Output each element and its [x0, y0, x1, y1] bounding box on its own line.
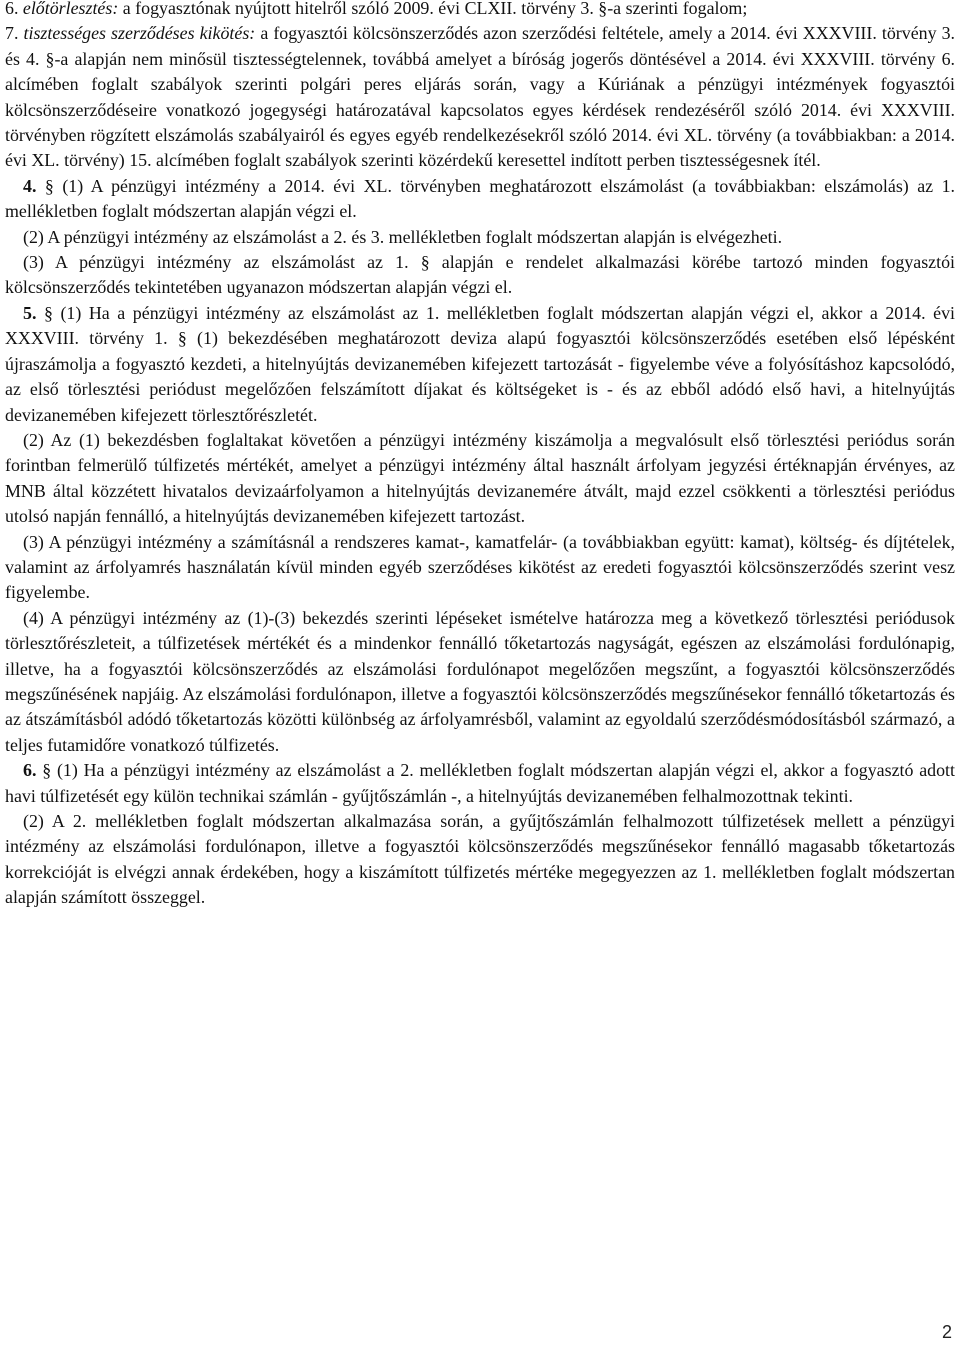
section-5-para-1: 5. § (1) Ha a pénzügyi intézmény az elszámolást az 1. mellékletben foglalt módszertan alapján végzi el, akkor a 2014. évi XXXVIII. törvény 1. § (1) bekezdésében meghatározott deviza alapú fogyasztói kölcsönszerződés esetében első lépésként újraszámolja a fogyasztó kezdeti, a hitelnyújtás devizanemében kifejezett tartozását - figyelembe véve a folyósításhoz kapcsolódó, az első törlesztési periódust megelőzően felszámított díjakat és költségeket is - és az ebből adódó első havi, a hitelnyújtás devizanemében kifejezett törlesztőrészletét. — [5, 302, 955, 425]
section-4-para-2: (2) A pénzügyi intézmény az elszámolást a 2. és 3. mellékletben foglalt módszertan alapján is elvégezheti. — [23, 226, 783, 247]
definition-item-6: 6. előtörlesztés: a fogyasztónak nyújtott hitelről szóló 2009. évi CLXII. törvény 3. §-a szerinti fogalom; — [5, 0, 748, 18]
definition-item-7: 7. tisztességes szerződéses kikötés: a fogyasztói kölcsönszerződés azon szerződési feltétele, amely a 2014. évi XXXVIII. törvény 3. és 4. §-a alapján nem minősül tisztességtelennek, továbbá amelyet a bíróság jogerős döntésével a 2014. évi XXXVIII. törvény 6. alcímében foglalt szabályok szerinti polgári peres eljárás során, vagy a Kúriának a pénzügyi intézmények fogyasztói kölcsönszerződéseire vonatkozó jogegységi határozatával kapcsolatos egyes kérdések rendezéséről szóló 2014. évi XXXVIII. törvényben rögzített elszámolás szabályairól és egyes egyéb rendelkezésekről szóló 2014. évi XL. törvény (a továbbiakban: a 2014. évi XL. törvény) 15. alcímében foglalt szabályok szerinti közérdekű keresettel indított perben tisztességesnek ítél. — [5, 23, 956, 171]
section-4-para-3: (3) A pénzügyi intézmény az elszámolást az 1. § alapján e rendelet alkalmazási körébe tartozó minden fogyasztói kölcsönszerződés tekintetében ugyanazon módszertan alapján végzi el. — [5, 252, 955, 298]
section-number: 6. — [23, 760, 37, 781]
section-4-para-1: 4. § (1) A pénzügyi intézmény a 2014. évi XL. törvényben meghatározott elszámolást (a továbbiakban: elszámolás) az 1. mellékletben foglalt módszertan alapján végzi el. — [5, 175, 955, 222]
definition-text: a fogyasztónak nyújtott hitelről szóló 2009. évi CLXII. törvény 3. §-a szerinti fogalom; — [118, 0, 748, 18]
section-5-para-3: (3) A pénzügyi intézmény a számításnál a rendszeres kamat-, kamatfelár- (a továbbiakban együtt: kamat), költség- és díjtételek, valamint az árfolyamrés használatán kívül minden egyéb szerződéses kikötést az eredeti fogyasztói kölcsönszerződés szerint vesz figyelembe. — [5, 531, 955, 603]
section-number: 5. — [23, 302, 37, 323]
section-6-para-2: (2) A 2. mellékletben foglalt módszertan alkalmazása során, a gyűjtőszámlán felhalmozott túlfizetések mellett a pénzügyi intézmény az elszámolási fordulónapon, illetve a fogyasztói kölcsönszerződés megszűnésekor fennálló magasabb tőketartozás korrekcióját is elvégzi annak érdekében, hogy a kiszámított túlfizetés mértéke megegyezzen az 1. mellékletben foglalt módszertan alapján számított összeggel. — [5, 811, 955, 908]
section-number: 4. — [23, 175, 37, 196]
definition-text: a fogyasztói kölcsönszerződés azon szerződési feltétele, amely a 2014. évi XXXVIII. törvény 3. és 4. §-a alapján nem minősül tisztességtelennek, továbbá amelyet a bíróság jogerős döntésével a 2014. évi XXXVIII. törvény 6. alcímében foglalt szabályok szerinti polgári peres eljárás során, vagy a Kúriának a pénzügyi intézmények fogyasztói kölcsönszerződéseire vonatkozó jogegységi határozatával kapcsolatos egyes kérdések rendezéséről szóló 2014. évi XXXVIII. törvényben rögzített elszámolás szabályairól és egyes egyéb rendelkezésekről szóló 2014. évi XL. törvény (a továbbiakban: a 2014. évi XL. törvény) 15. alcímében foglalt szabályok szerinti közérdekű keresettel indított perben tisztességesnek ítél. — [5, 23, 956, 171]
section-5-para-4: (4) A pénzügyi intézmény az (1)-(3) bekezdés szerinti lépéseket ismételve határozza meg a következő törlesztési periódusok törlesztőrészleteit, a túlfizetések mértékét és a mindenkor fennálló tőketartozás nagyságát, egészen az elszámolási fordulónapig, illetve, ha a fogyasztói kölcsönszerződés az elszámolási fordulónapot megelőzően megszűnt, a fogyasztói kölcsönszerződés megszűnésének napjáig. Az elszámolási fordulónapon, illetve a fogyasztói kölcsönszerződés megszűnésekor fennálló tőketartozás és az átszámításból adódó tőketartozás közötti különbség az árfolyamrésből, valamint az egyoldalú szerződésmódosításból származó, a teljes futamidőre vonatkozó túlfizetés. — [5, 607, 955, 755]
section-6-para-1: 6. § (1) Ha a pénzügyi intézmény az elszámolást a 2. mellékletben foglalt módszertan alapján végzi el, akkor a fogyasztó adott havi túlfizetését egy külön technikai számlán - gyűjtőszámlán -, a hitelnyújtás devizanemében felhalmozottnak tekinti. — [5, 760, 955, 806]
section-5-para-2: (2) Az (1) bekezdésben foglaltakat követően a pénzügyi intézmény kiszámolja a megvalósult első törlesztési periódus során forintban felmerülő túlfizetés mértékét, amelyet a pénzügyi intézmény által használt árfolyam jegyzési értéknapján érvényes, az MNB által közzétett hivatalos devizaárfolyamon a hitelnyújtás devizanemére átvált, majd ezzel csökkenti a törlesztési periódus utolsó napján fennálló, a hitelnyújtás devizanemében kifejezett tartozást. — [5, 429, 955, 527]
term-elotorlesztes: előtörlesztés: — [22, 0, 119, 18]
term-tisztesseges: tisztességes szerződéses kikötés: — [23, 23, 256, 44]
page-number: 2 — [941, 1322, 952, 1342]
